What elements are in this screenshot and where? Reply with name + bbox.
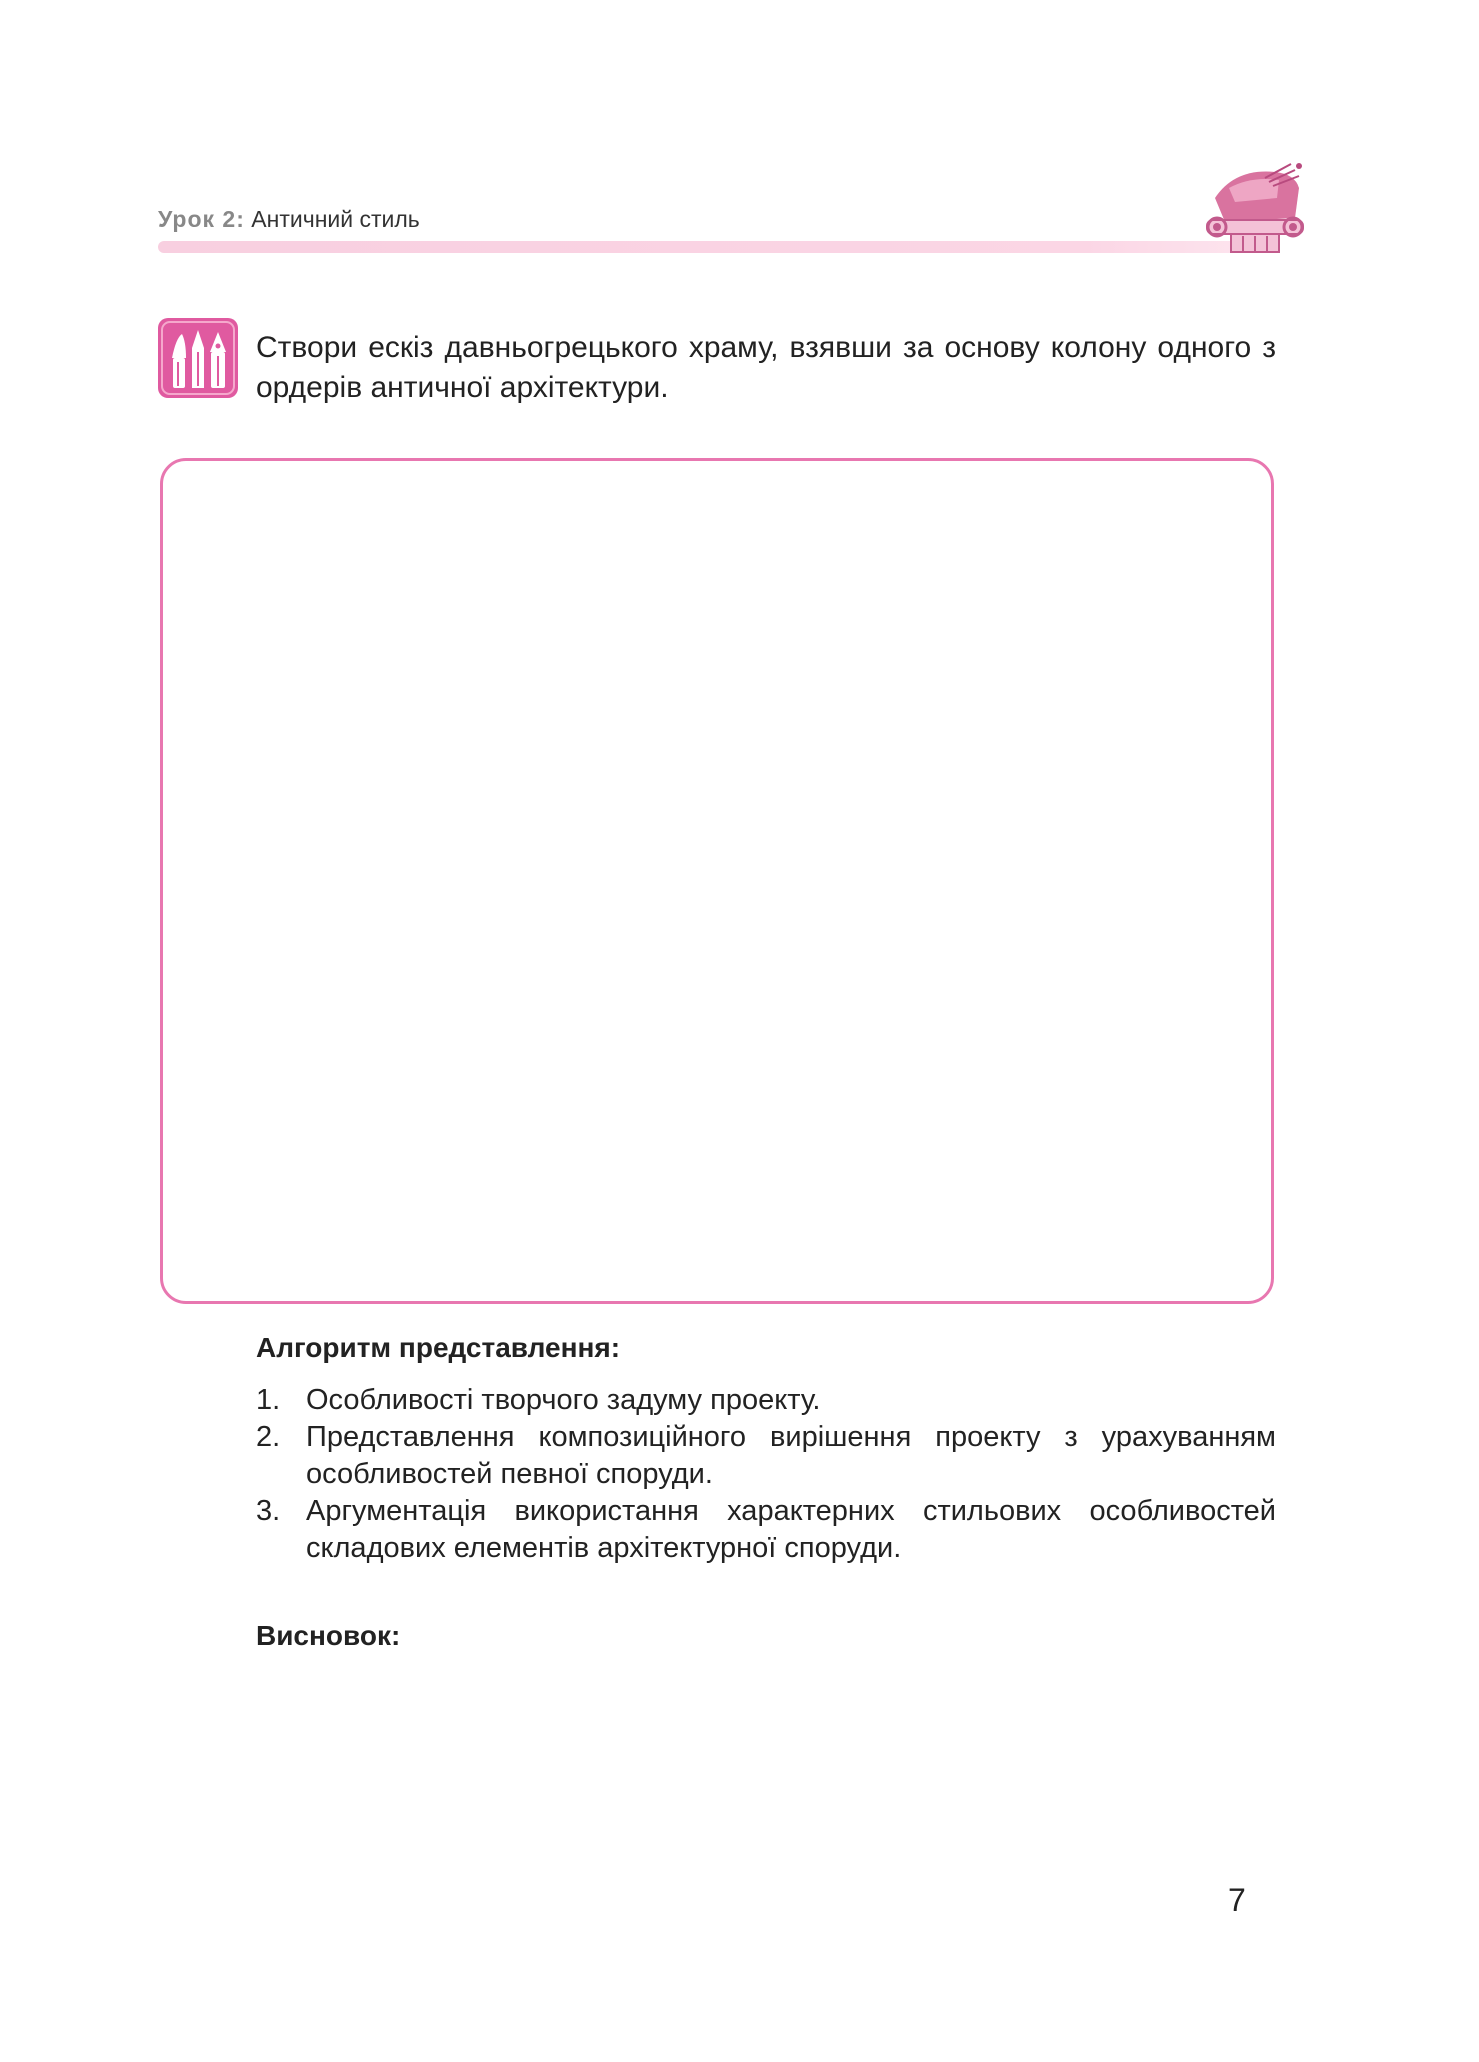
lesson-label: Урок 2: — [158, 206, 245, 232]
list-item-number: 3. — [256, 1495, 281, 1527]
list-item-text: Особливості творчого задуму проекту. — [306, 1384, 821, 1416]
page-number: 7 — [1228, 1882, 1246, 1918]
list-item — [256, 1493, 1276, 1567]
sketch-area[interactable] — [160, 458, 1274, 1304]
algorithm-title: Алгоритм представлення: — [256, 1332, 621, 1363]
list-item-text: Представлення композиційного вирішення проекту з урахуванням особливостей певної споруди. — [306, 1421, 1276, 1490]
list-item — [256, 1382, 1276, 1419]
task-instruction: Створи ескіз давньогрецького храму, взявши за основу колону одного з ордерів античної архітектури. — [256, 331, 1276, 404]
lesson-title: Античний стиль — [251, 206, 420, 232]
list-item-number: 2. — [256, 1421, 281, 1453]
page-header — [158, 206, 420, 233]
list-item-number: 1. — [256, 1384, 281, 1416]
ionic-column-emblem-icon — [1195, 158, 1315, 258]
header-divider — [158, 241, 1248, 253]
list-item — [256, 1419, 1276, 1493]
conclusion-title: Висновок: — [256, 1620, 401, 1651]
art-tools-icon — [158, 318, 238, 398]
list-item-text: Аргументація використання характерних стильових особливостей складових елементів архітектурної споруди. — [306, 1495, 1276, 1564]
algorithm-list — [256, 1382, 1276, 1567]
